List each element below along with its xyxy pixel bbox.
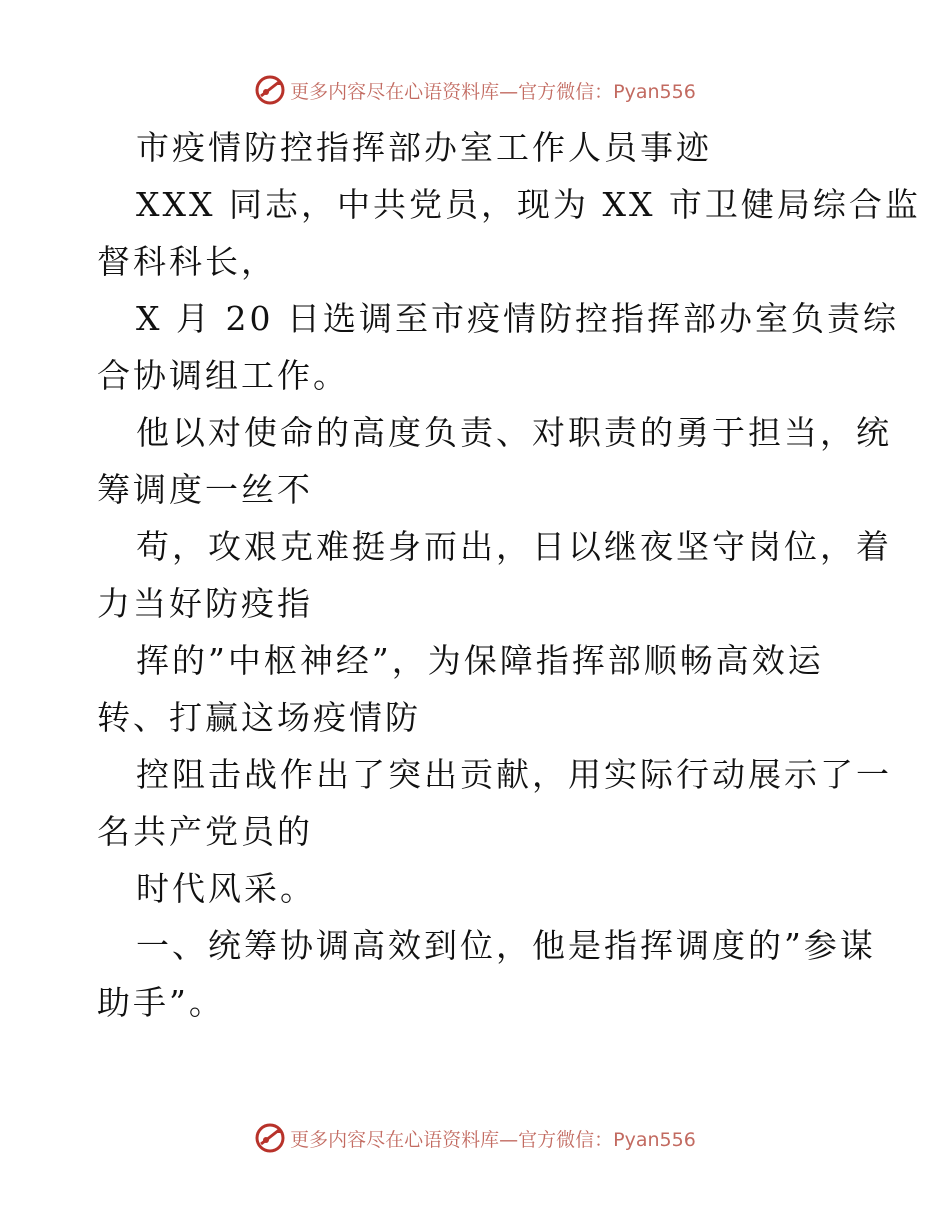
paragraph-line: 他以对使命的高度负责、对职责的勇于担当，统	[136, 413, 892, 452]
paragraph-line: 名共产党员的	[97, 812, 313, 851]
logo-icon	[254, 74, 286, 106]
paragraph-line: 合协调组工作。	[97, 356, 349, 395]
paragraph-line: 控阻击战作出了突出贡献，用实际行动展示了一	[136, 755, 892, 794]
footer-banner	[0, 1120, 950, 1156]
document-title: 市疫情防控指挥部办室工作人员事迹	[136, 128, 712, 167]
paragraph-line: 力当好防疫指	[97, 584, 313, 623]
paragraph-line: 苟，攻艰克难挺身而出，日以继夜坚守岗位，着	[136, 527, 892, 566]
section-heading: 一、统筹协调高效到位，他是指挥调度的”参谋	[136, 926, 876, 965]
footer-banner-text: 更多内容尽在心语资料库—官方微信：Pyan556	[290, 1128, 696, 1151]
paragraph-line: 挥的”中枢神经”，为保障指挥部顺畅高效运	[136, 641, 824, 680]
header-banner-text: 更多内容尽在心语资料库—官方微信：Pyan556	[290, 80, 696, 103]
logo-icon	[254, 1122, 286, 1154]
paragraph-line: XXX 同志，中共党员，现为 XX 市卫健局综合监	[136, 185, 921, 224]
paragraph-line: 转、打赢这场疫情防	[97, 698, 421, 737]
paragraph-line: 筹调度一丝不	[97, 470, 313, 509]
paragraph-line: 督科科长，	[97, 242, 277, 281]
header-banner	[0, 72, 950, 108]
section-heading-continued: 助手”。	[97, 983, 225, 1022]
paragraph-line: 时代风采。	[136, 869, 316, 908]
paragraph-line: X 月 20 日选调至市疫情防控指挥部办室负责综	[136, 299, 899, 338]
